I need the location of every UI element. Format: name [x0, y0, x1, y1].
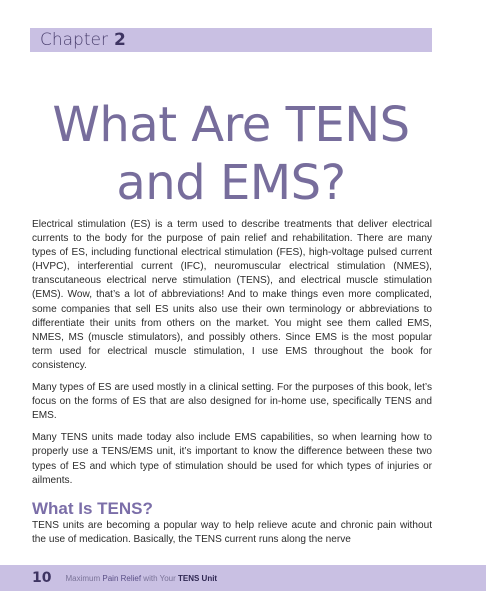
section-paragraph: TENS units are becoming a popular way to help relieve acute and chronic pain without the use of medication. Basically, the TENS current runs along the nerve: [32, 519, 432, 545]
running-footer: [65, 574, 217, 583]
page-number: 10: [32, 570, 52, 586]
page-title: [30, 96, 432, 212]
paragraph-3: Many TENS units made today also include EMS capabilities, so when learning how to properly use a TENS/EMS unit, it’s important to know the difference between these two types of ES and which type of stimulation should be used for which types of injuries or ailments.: [32, 432, 432, 486]
page-title-line-2: and EMS?: [116, 155, 346, 211]
page-title-line-1: What Are TENS: [52, 97, 410, 153]
section-heading: What Is TENS?: [32, 498, 153, 518]
paragraph-2: Many types of ES are used mostly in a clinical setting. For the purposes of this book, let’s focus on the forms of ES that are also designed for in-home use, specifically TENS and EMS.: [32, 382, 432, 422]
footer-text-1: Maximum: [65, 573, 103, 583]
chapter-header-bar: [30, 28, 432, 52]
chapter-number: 2: [113, 30, 126, 50]
footer-text-4: TENS Unit: [177, 573, 218, 583]
footer-text-3: with Your: [141, 573, 178, 583]
chapter-label: Chapter: [40, 30, 108, 50]
body-text: [32, 218, 432, 555]
paragraph-1: Electrical stimulation (ES) is a term used to describe treatments that deliver electrical currents to the body for the purpose of pain relief and rehabilitation. There are many types of ES, including functional electrical stimulation (FES), high-voltage pulsed current (HVPC), interferential current (IFC), neuromuscular electrical stimulation (NMES), transcutaneous electrical nerve stimulation (TENS), and electrical muscle stimulation (EMS). Wow, that’s a lot of abbreviations! And to make things even more complicated, some companies that sell ES units also use their own terminology or abbreviations to differentiate their units from others on the market. You might see them called EMS, NMES, MS (muscle stimulators), and possibly others. Since EMS is the most popular term used for electrical muscle stimulation, I use EMS throughout the book for consistency.: [32, 219, 432, 371]
footer-bar: [0, 565, 486, 591]
footer-text-2: Pain Relief: [102, 573, 142, 583]
